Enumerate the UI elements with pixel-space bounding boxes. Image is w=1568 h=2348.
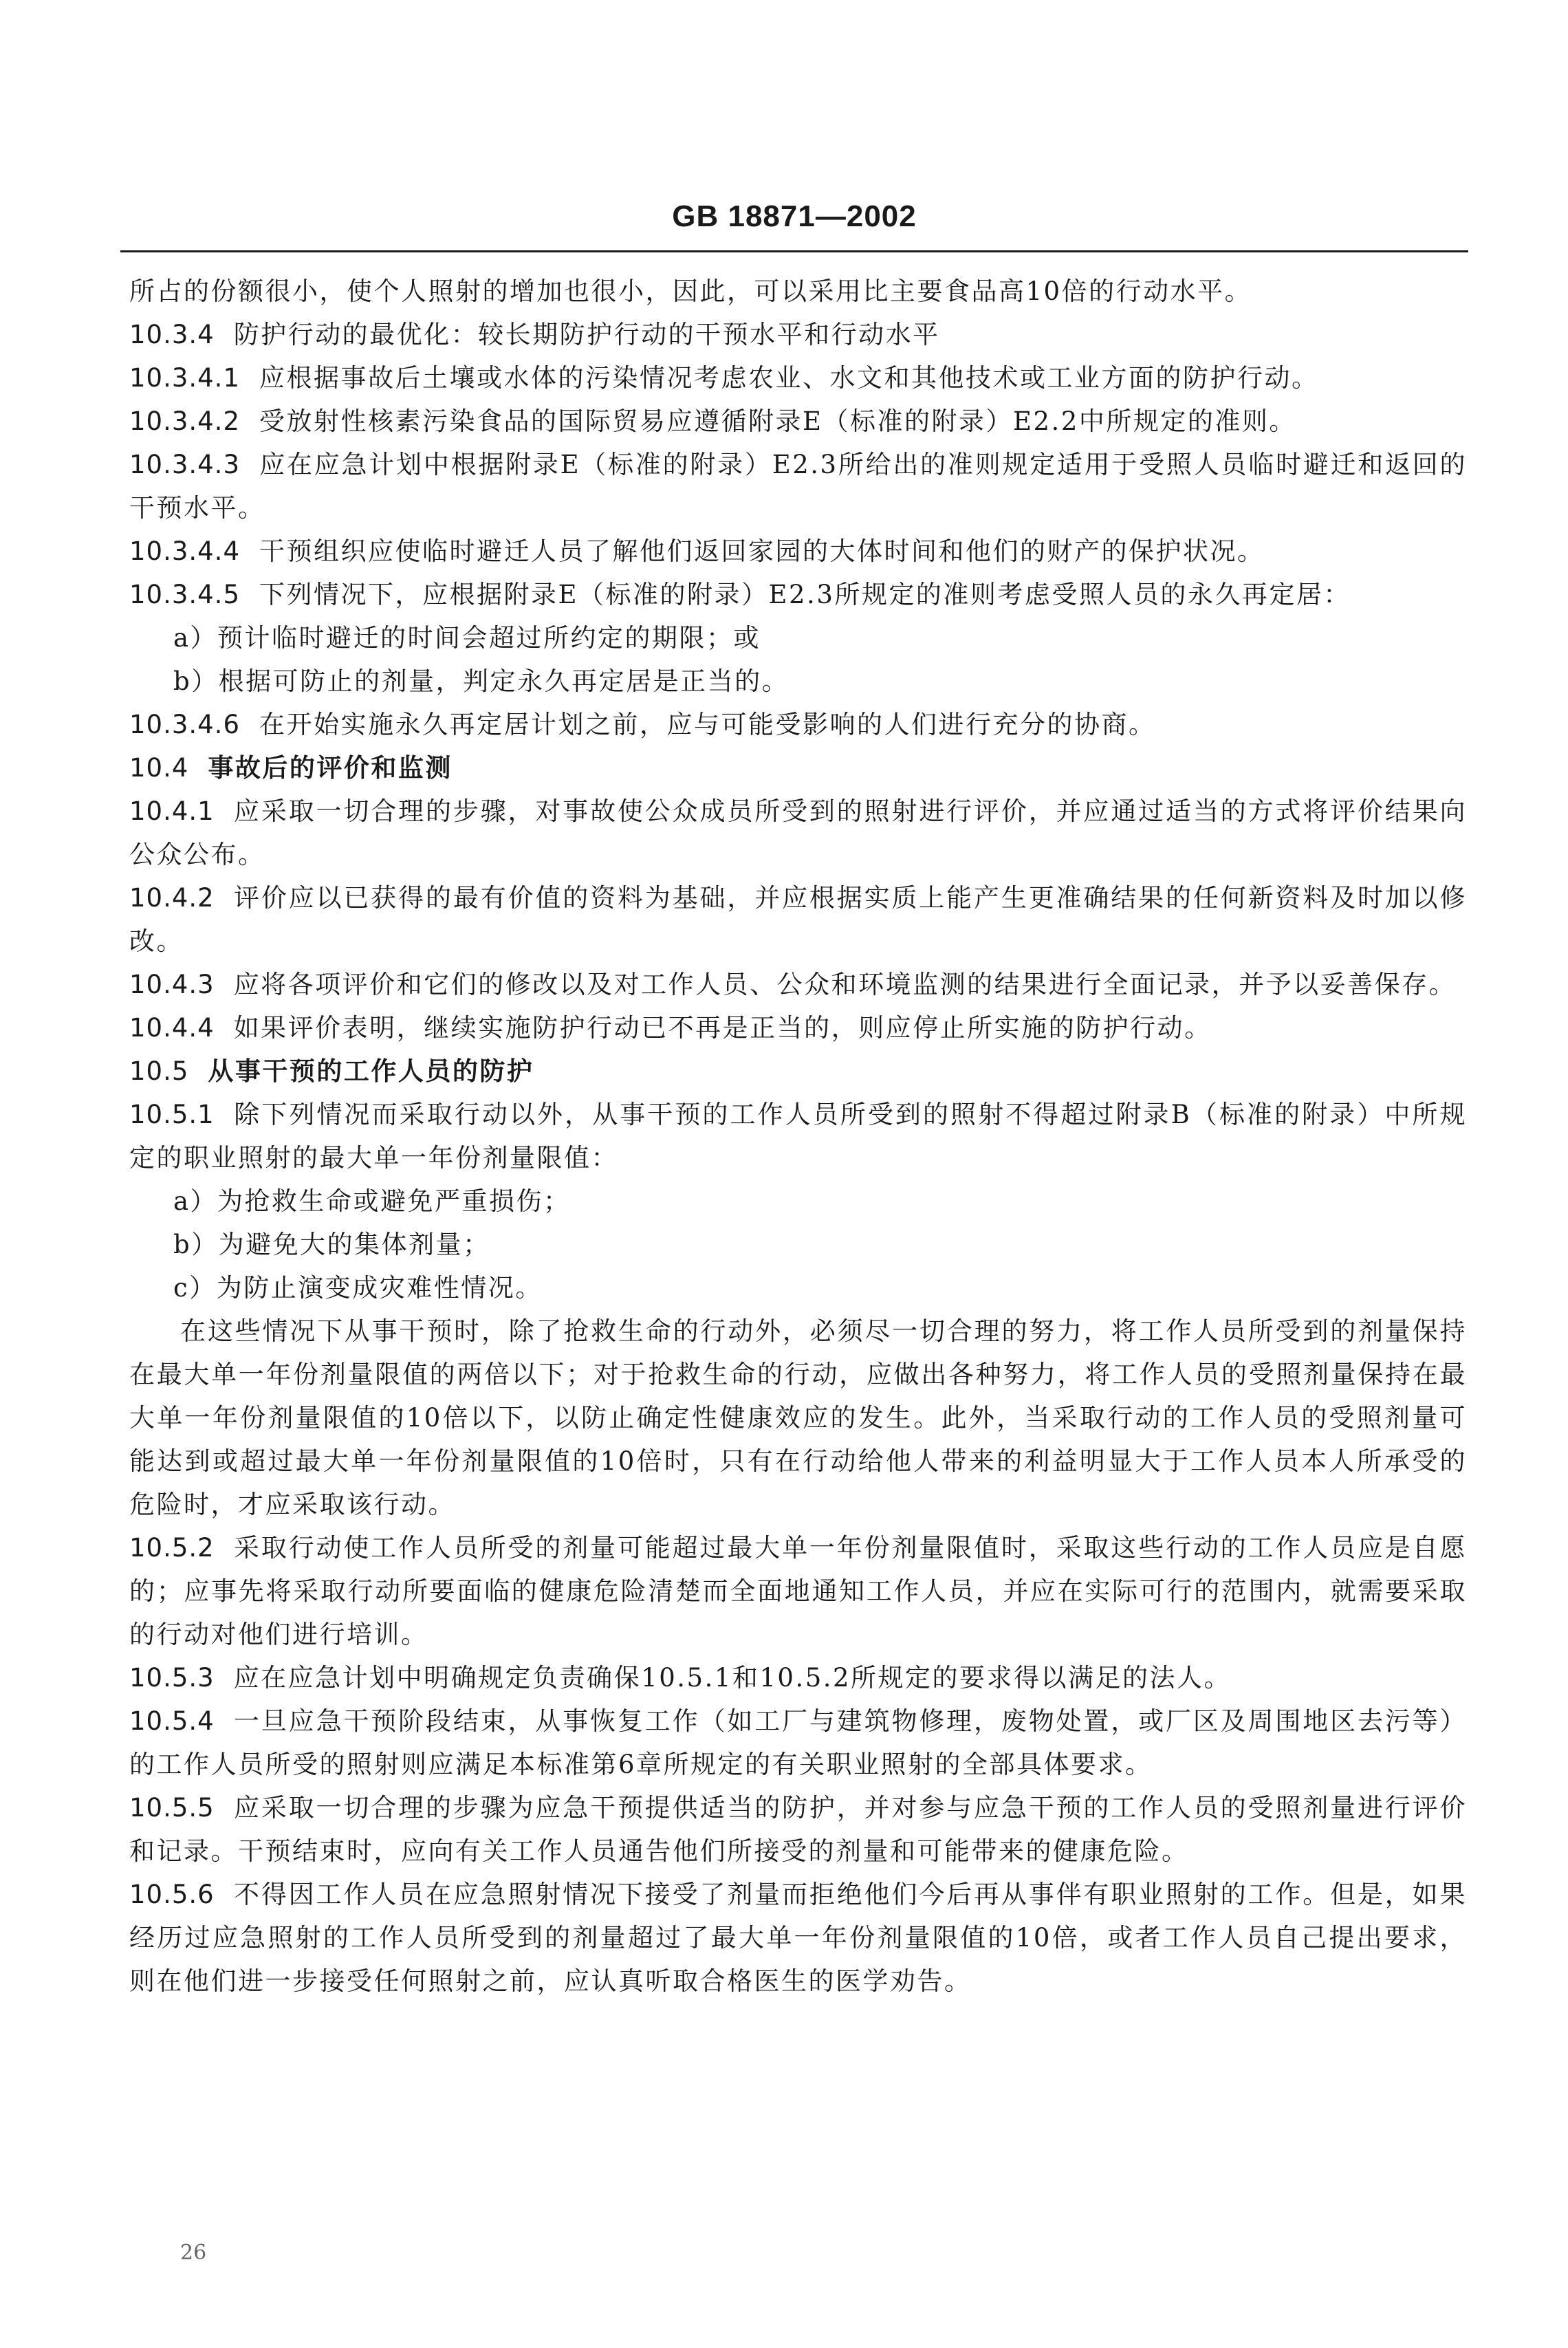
clause-number: 10.3.4	[129, 320, 215, 349]
list-item: b）根据可防止的剂量，判定永久再定居是正当的。	[173, 666, 790, 696]
clause-text: 采取行动使工作人员所受的剂量可能超过最大单一年份剂量限值时，采取这些行动的工作人员应是自愿的；应事先将采取行动所要面临的健康危险清楚而全面地通知工作人员，并应在实际可行的范围内，就需要采取的行动对他们进行培训。	[129, 1533, 1467, 1649]
clause-paragraph	[129, 270, 1467, 313]
clause-paragraph	[129, 1699, 1467, 1786]
clause-number: 10.5	[129, 1056, 189, 1086]
header-rule	[120, 250, 1468, 252]
clause-text: 不得因工作人员在应急照射情况下接受了剂量而拒绝他们今后再从事伴有职业照射的工作。但是，如果经历过应急照射的工作人员所受到的剂量超过了最大单一年份剂量限值的10倍，或者工作人员自己提出要求，则在他们进一步接受任何照射之前，应认真听取合格医生的医学劝告。	[129, 1880, 1467, 1996]
clause-paragraph	[129, 443, 1467, 530]
clause-paragraph	[129, 530, 1467, 573]
clause-number: 10.5.5	[129, 1793, 215, 1823]
clause-text: 受放射性核素污染食品的国际贸易应遵循附录E（标准的附录）E2.2中所规定的准则。	[259, 406, 1296, 436]
clause-paragraph	[129, 356, 1467, 400]
clause-number: 10.5.4	[129, 1706, 215, 1736]
list-item: a）预计临时避迁的时间会超过所约定的期限；或	[173, 623, 761, 653]
body-paragraph: 在这些情况下从事干预时，除了抢救生命的行动外，必须尽一切合理的努力，将工作人员所受到的剂量保持在最大单一年份剂量限值的两倍以下；对于抢救生命的行动，应做出各种努力，将工作人员的受照剂量保持在最大单一年份剂量限值的10倍以下，以防止确定性健康效应的发生。此外，当采取行动的工作人员的受照剂量可能达到或超过最大单一年份剂量限值的10倍时，只有在行动给他人带来的利益明显大于工作人员本人所承受的危险时，才应采取该行动。	[129, 1316, 1468, 1519]
clause-text: 应在应急计划中根据附录E（标准的附录）E2.3所给出的准则规定适用于受照人员临时避迁和返回的干预水平。	[129, 450, 1467, 523]
clause-text: 在开始实施永久再定居计划之前，应与可能受影响的人们进行充分的协商。	[259, 710, 1156, 739]
clause-paragraph	[129, 573, 1467, 616]
clause-paragraph	[129, 1006, 1467, 1050]
clause-number: 10.3.4.4	[129, 536, 240, 566]
clause-number: 10.4.4	[129, 1013, 215, 1043]
page-number: 26	[180, 2241, 207, 2265]
clause-paragraph	[129, 1093, 1467, 1180]
clause-number: 10.3.4.5	[129, 580, 240, 609]
clause-text: 应采取一切合理的步骤，对事故使公众成员所受到的照射进行评价，并应通过适当的方式将评价结果向公众公布。	[129, 796, 1467, 869]
clause-number: 10.5.3	[129, 1663, 215, 1693]
page-body	[129, 270, 1467, 2003]
list-item: c）为防止演变成灾难性情况。	[173, 1273, 543, 1303]
clause-paragraph	[129, 876, 1467, 963]
clause-paragraph	[129, 1526, 1467, 1656]
clause-text: 评价应以已获得的最有价值的资料为基础，并应根据实质上能产生更准确结果的任何新资料及时加以修改。	[129, 883, 1467, 956]
clause-number: 10.3.4.1	[129, 363, 240, 393]
clause-paragraph	[129, 703, 1467, 746]
clause-text: 应在应急计划中明确规定负责确保10.5.1和10.5.2所规定的要求得以满足的法人。	[233, 1663, 1232, 1693]
clause-number: 10.4.2	[129, 883, 215, 913]
clause-text: 应将各项评价和它们的修改以及对工作人员、公众和环境监测的结果进行全面记录，并予以妥善保存。	[233, 970, 1457, 999]
section-heading	[129, 1050, 1467, 1093]
clause-number: 10.3.4.3	[129, 450, 240, 479]
clause-paragraph	[129, 790, 1467, 876]
clause-paragraph	[129, 400, 1467, 443]
clause-number: 10.4.1	[129, 796, 215, 826]
list-item: a）为抢救生命或避免严重损伤；	[173, 1186, 571, 1216]
clause-number: 10.3.4.2	[129, 406, 240, 436]
clause-number: 10.4.3	[129, 970, 215, 999]
clause-number: 10.5.1	[129, 1100, 215, 1129]
section-heading-text: 事故后的评价和监测	[208, 753, 453, 783]
section-heading	[129, 746, 1467, 790]
clause-number: 10.5.2	[129, 1533, 215, 1563]
clause-text: 如果评价表明，继续实施防护行动已不再是正当的，则应停止所实施的防护行动。	[233, 1013, 1212, 1043]
clause-number: 10.5.6	[129, 1880, 215, 1909]
clause-paragraph	[129, 963, 1467, 1006]
clause-text: 一旦应急干预阶段结束，从事恢复工作（如工厂与建筑物修理，废物处置，或厂区及周围地区去污等）的工作人员所受的照射则应满足本标准第6章所规定的有关职业照射的全部具体要求。	[129, 1706, 1467, 1779]
clause-text: 除下列情况而采取行动以外，从事干预的工作人员所受到的照射不得超过附录B（标准的附录）中所规定的职业照射的最大单一年份剂量限值：	[129, 1100, 1467, 1173]
clause-text: 干预组织应使临时避迁人员了解他们返回家园的大体时间和他们的财产的保护状况。	[259, 536, 1265, 566]
clause-paragraph	[129, 1656, 1467, 1699]
clause-paragraph	[129, 1873, 1467, 2003]
section-heading-text: 从事干预的工作人员的防护	[208, 1056, 534, 1086]
document-code-header: GB 18871—2002	[672, 199, 917, 233]
clause-paragraph	[129, 1786, 1467, 1873]
clause-text: 所占的份额很小，使个人照射的增加也很小，因此，可以采用比主要食品高10倍的行动水平。	[129, 276, 1252, 306]
clause-text: 下列情况下，应根据附录E（标准的附录）E2.3所规定的准则考虑受照人员的永久再定居：	[259, 580, 1351, 609]
clause-text: 应采取一切合理的步骤为应急干预提供适当的防护，并对参与应急干预的工作人员的受照剂量进行评价和记录。干预结束时，应向有关工作人员通告他们所接受的剂量和可能带来的健康危险。	[129, 1793, 1467, 1866]
clause-text: 应根据事故后土壤或水体的污染情况考虑农业、水文和其他技术或工业方面的防护行动。	[259, 363, 1319, 393]
clause-paragraph	[129, 313, 1467, 356]
list-item: b）为避免大的集体剂量；	[173, 1230, 490, 1259]
clause-number: 10.4	[129, 753, 189, 783]
clause-number: 10.3.4.6	[129, 710, 240, 739]
clause-text: 防护行动的最优化：较长期防护行动的干预水平和行动水平	[233, 320, 940, 349]
